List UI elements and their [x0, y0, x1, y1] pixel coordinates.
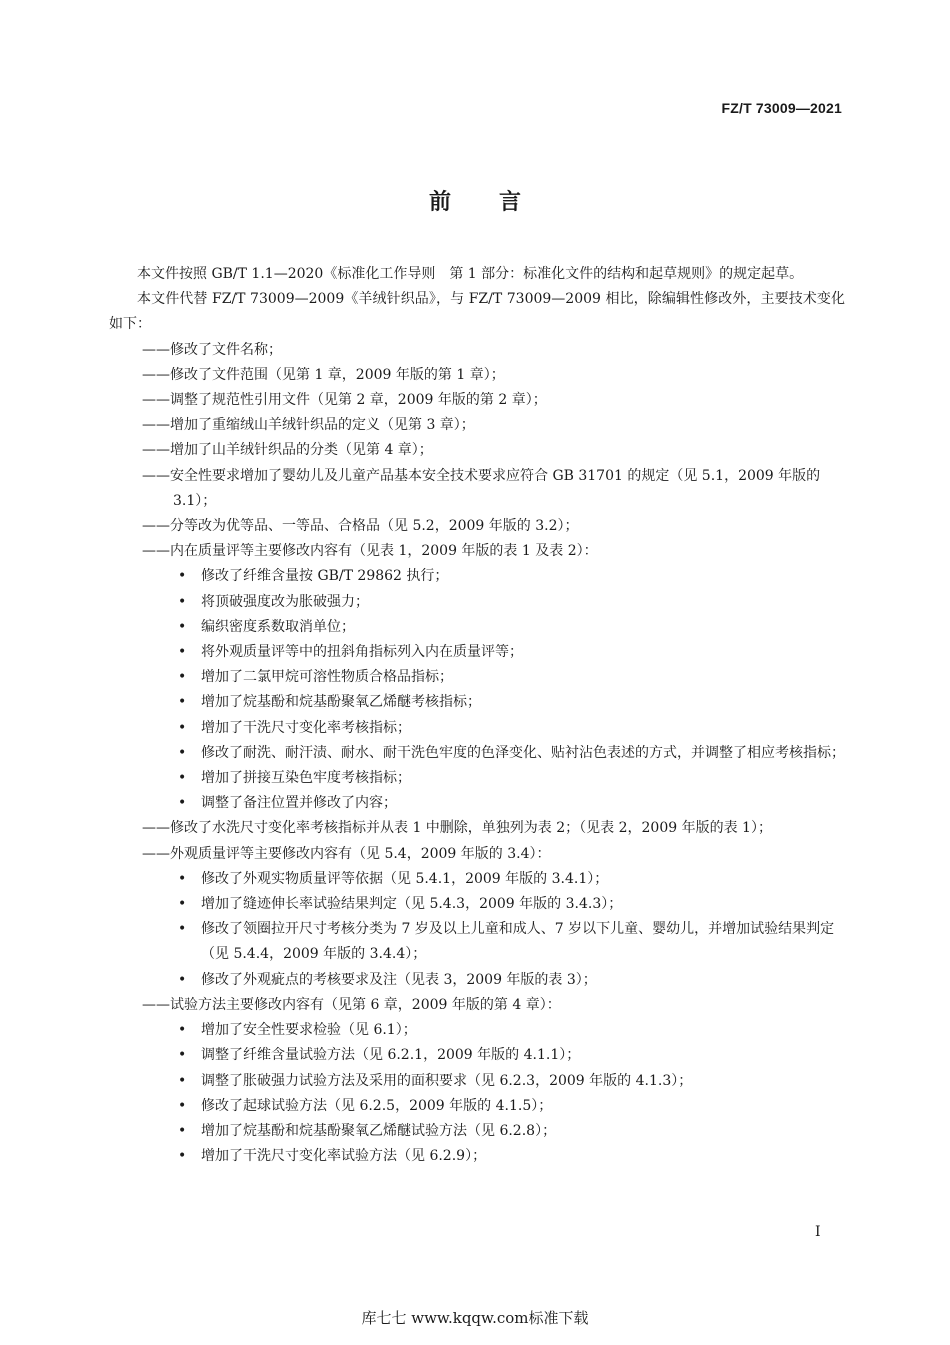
- bullet-icon: •: [178, 1148, 187, 1165]
- sub-change-text: 调整了胀破强力试验方法及采用的面积要求（见 6.2.3，2009 年版的 4.1.3）；: [201, 1072, 693, 1089]
- bullet-icon: •: [178, 1122, 187, 1139]
- bullet-icon: •: [178, 568, 187, 585]
- sub-change-item: [178, 1069, 845, 1094]
- sub-change-text: 修改了外观实物质量评等依据（见 5.4.1，2009 年版的 3.4.1）；: [201, 870, 609, 887]
- sub-change-text: 增加了缝迹伸长率试验结果判定（见 5.4.3，2009 年版的 3.4.3）；: [201, 896, 623, 913]
- sub-change-item: [178, 640, 845, 665]
- bullet-icon: •: [178, 971, 187, 988]
- change-item: ——增加了重缩绒山羊绒针织品的定义（见第 3 章）；: [142, 417, 475, 434]
- page-number: I: [815, 1224, 821, 1240]
- change-item: ——外观质量评等主要修改内容有（见 5.4，2009 年版的 3.4）：: [142, 845, 551, 862]
- sub-change-item: [178, 1043, 845, 1068]
- sub-change-text: 增加了烷基酚和烷基酚聚氧乙烯醚试验方法（见 6.2.8）；: [201, 1122, 557, 1139]
- bullet-icon: •: [178, 744, 187, 761]
- sub-change-item: [178, 968, 845, 993]
- bullet-icon: •: [178, 618, 187, 635]
- bullet-icon: •: [178, 1072, 187, 1089]
- change-item: ——分等改为优等品、一等品、合格品（见 5.2，2009 年版的 3.2）；: [142, 518, 579, 535]
- sub-change-item: [178, 665, 845, 690]
- sub-change-item: [178, 1144, 845, 1169]
- bullet-icon: •: [178, 770, 187, 787]
- sub-change-item: [178, 791, 845, 816]
- change-item: ——内在质量评等主要修改内容有（见表 1，2009 年版的表 1 及表 2）：: [142, 543, 598, 560]
- sub-change-text: 修改了外观疵点的考核要求及注（见表 3，2009 年版的表 3）；: [201, 971, 597, 988]
- sub-change-item: [178, 917, 845, 967]
- sub-change-text: 调整了备注位置并修改了内容；: [201, 795, 397, 812]
- sub-change-item: [178, 867, 845, 892]
- sub-change-text: 修改了纤维含量按 GB/T 29862 执行；: [201, 568, 449, 585]
- sub-change-item: [178, 1094, 845, 1119]
- sub-change-text: 修改了起球试验方法（见 6.2.5，2009 年版的 4.1.5）；: [201, 1097, 553, 1114]
- sub-change-text: 增加了烷基酚和烷基酚聚氧乙烯醚考核指标；: [201, 694, 481, 711]
- sub-change-item: [178, 690, 845, 715]
- sub-change-text: 将外观质量评等中的扭斜角指标列入内在质量评等；: [201, 644, 523, 661]
- bullet-icon: •: [178, 1022, 187, 1039]
- bullet-icon: •: [178, 694, 187, 711]
- bullet-icon: •: [178, 669, 187, 686]
- intro-paragraph-1: 本文件按照 GB/T 1.1—2020《标准化工作导则 第 1 部分：标准化文件的结构和起草规则》的规定起草。: [137, 266, 804, 282]
- sub-change-item: [178, 1018, 845, 1043]
- sub-change-item: [178, 1119, 845, 1144]
- sub-change-item: [178, 716, 845, 741]
- sub-change-text: 修改了耐洗、耐汗渍、耐水、耐干洗色牢度的色泽变化、贴衬沾色表述的方式，并调整了相应考核指标；: [201, 744, 845, 761]
- sub-change-item: [178, 766, 845, 791]
- change-item: ——试验方法主要修改内容有（见第 6 章，2009 年版的第 4 章）：: [142, 996, 561, 1013]
- change-item: ——修改了文件名称；: [142, 341, 282, 358]
- document-body: [109, 262, 845, 1169]
- sub-change-text: 调整了纤维含量试验方法（见 6.2.1，2009 年版的 4.1.1）；: [201, 1047, 581, 1064]
- change-item: ——调整了规范性引用文件（见第 2 章，2009 年版的第 2 章）；: [142, 392, 547, 409]
- sub-change-item: [178, 892, 845, 917]
- sub-change-item: [178, 741, 845, 766]
- sub-change-text: 增加了安全性要求检验（见 6.1）；: [201, 1022, 417, 1039]
- sub-change-item: [178, 590, 845, 615]
- sub-change-text: 增加了干洗尺寸变化率考核指标；: [201, 719, 411, 736]
- bullet-icon: •: [178, 896, 187, 913]
- change-item: ——增加了山羊绒针织品的分类（见第 4 章）；: [142, 442, 433, 459]
- bullet-icon: •: [178, 593, 187, 610]
- sub-change-text: 增加了拼接互染色牢度考核指标；: [201, 770, 411, 787]
- bullet-icon: •: [178, 1097, 187, 1114]
- sub-change-text: 增加了干洗尺寸变化率试验方法（见 6.2.9）；: [201, 1148, 487, 1165]
- sub-change-text: 增加了二氯甲烷可溶性物质合格品指标；: [201, 669, 453, 686]
- change-item: ——修改了文件范围（见第 1 章，2009 年版的第 1 章）；: [142, 366, 505, 383]
- sub-change-text: 修改了领圈拉开尺寸考核分类为 7 岁及以上儿童和成人、7 岁以下儿童、婴幼儿，并增加试验结果判定（见 5.4.4，2009 年版的 3.4.4）；: [201, 921, 835, 963]
- page-title: 前言: [428, 190, 569, 215]
- standard-code: FZ/T 73009—2021: [721, 100, 842, 116]
- sub-change-item: [178, 615, 845, 640]
- bullet-icon: •: [178, 870, 187, 887]
- change-item: ——修改了水洗尺寸变化率考核指标并从表 1 中删除，单独列为表 2；（见表 2，2009 年版的表 1）；: [142, 820, 772, 837]
- download-footer: 库七七 www.kqqw.com标准下载: [361, 1309, 589, 1327]
- sub-change-item: [178, 564, 845, 589]
- bullet-icon: •: [178, 1047, 187, 1064]
- bullet-icon: •: [178, 719, 187, 736]
- intro-paragraph-2: 本文件代替 FZ/T 73009—2009《羊绒针织品》，与 FZ/T 73009—2009 相比，除编辑性修改外，主要技术变化如下：: [109, 291, 845, 333]
- bullet-icon: •: [178, 921, 187, 938]
- bullet-icon: •: [178, 644, 187, 661]
- sub-change-text: 将顶破强度改为胀破强力；: [201, 593, 369, 610]
- change-item: ——安全性要求增加了婴幼儿及儿童产品基本安全技术要求应符合 GB 31701 的规定（见 5.1，2009 年版的 3.1）；: [142, 467, 821, 509]
- sub-change-text: 编织密度系数取消单位；: [201, 618, 355, 635]
- bullet-icon: •: [178, 795, 187, 812]
